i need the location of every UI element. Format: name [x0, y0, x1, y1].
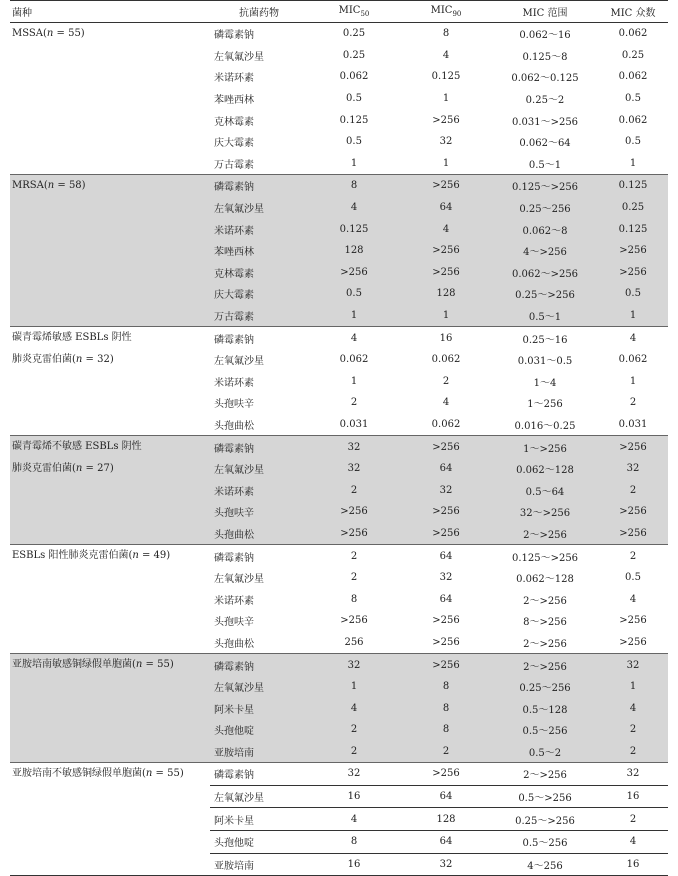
mic90-cell: >256	[400, 763, 492, 786]
header-mic-mode: MIC 众数	[598, 1, 668, 23]
drug-cell: 苯唑西林	[214, 95, 254, 107]
organism-name-line: 碳青霉烯不敏感 ESBLs 阴性	[12, 441, 142, 453]
mic90-cell: 4	[400, 218, 492, 240]
organism-name	[10, 175, 210, 327]
mic50-cell: 16	[308, 853, 400, 876]
range-cell: 0.5～2	[492, 741, 598, 763]
range-cell: 8～>256	[523, 617, 567, 629]
mic-table	[10, 0, 668, 876]
mic50-cell: 4	[308, 697, 400, 719]
mic90-cell: >256	[400, 436, 492, 458]
mic90-cell: 1	[442, 157, 450, 169]
drug-cell: 庆大霉素	[214, 138, 254, 150]
drug-cell: 左氧氟沙星	[210, 676, 308, 698]
organism-name-line: 肺炎克雷伯菌(n = 32)	[12, 353, 114, 365]
mic50-cell: 1	[308, 305, 400, 327]
mode-cell: >256	[598, 501, 668, 523]
drug-cell: 磷霉素钠	[210, 436, 308, 458]
drug-cell: 亚胺培南	[210, 741, 308, 763]
drug-cell: 左氧氟沙星	[214, 356, 264, 368]
table-row	[10, 175, 668, 197]
mic90-cell: 2	[442, 375, 450, 387]
organism-name	[10, 763, 210, 876]
range-cell: 0.062～128	[492, 458, 598, 480]
organism-name	[10, 23, 210, 175]
mic50-cell: 32	[308, 458, 400, 480]
mode-cell: 0.5	[598, 283, 668, 305]
organism-name-line: 碳青霉烯敏感 ESBLs 阴性	[12, 332, 132, 344]
mic50-cell: >256	[308, 262, 400, 284]
organism-name-line: ESBLs 阳性肺炎克雷伯菌(n = 49)	[12, 550, 171, 562]
mic50-cell: 0.062	[339, 71, 369, 83]
mode-cell: 0.125	[598, 175, 668, 197]
range-cell: 0.062～>256	[492, 262, 598, 284]
mic90-cell: >256	[400, 240, 492, 262]
mic50-cell: 2	[350, 550, 358, 562]
mic90-cell: 32	[439, 136, 453, 148]
drug-cell: 米诺环素	[214, 595, 254, 607]
organism-name-line: MRSA(n = 58)	[12, 180, 86, 192]
mic50-cell: 2	[308, 719, 400, 741]
mic90-cell: 8	[442, 28, 450, 40]
mic90-cell: 64	[400, 458, 492, 480]
range-cell: 0.062～8	[492, 218, 598, 240]
mic90-cell: 2	[400, 741, 492, 763]
mode-cell: >256	[619, 615, 647, 627]
organism-name	[10, 327, 210, 436]
mic90-cell: 64	[439, 593, 453, 605]
drug-cell: 克林霉素	[210, 262, 308, 284]
drug-cell: 阿米卡星	[210, 697, 308, 719]
mic50-cell: 2	[350, 397, 358, 409]
mode-cell: 1	[598, 305, 668, 327]
mode-cell: 0.5	[625, 93, 641, 105]
mode-cell: 16	[598, 853, 668, 876]
mic50-cell: 32	[308, 436, 400, 458]
mic50-cell: 0.062	[339, 354, 369, 366]
organism-group	[10, 175, 668, 327]
mode-cell: 1	[598, 676, 668, 698]
table-row	[10, 436, 668, 458]
mode-cell: 2	[629, 397, 637, 409]
drug-cell: 米诺环素	[210, 218, 308, 240]
range-cell: 0.5～128	[492, 697, 598, 719]
mic50-cell: 16	[308, 785, 400, 808]
mode-cell: 2	[629, 550, 637, 562]
mode-cell: 0.5	[625, 572, 641, 584]
mode-cell: 32	[598, 763, 668, 786]
mode-cell: >256	[619, 636, 647, 648]
mic90-cell: >256	[400, 654, 492, 676]
mic50-cell: 0.125	[308, 218, 400, 240]
mic50-cell: 0.5	[346, 93, 362, 105]
range-cell: 0.25～2	[525, 95, 565, 107]
mic50-cell: 0.031	[339, 418, 369, 430]
mic90-cell: 32	[400, 853, 492, 876]
mode-cell: 32	[598, 458, 668, 480]
mode-cell: 0.062	[618, 114, 648, 126]
drug-cell: 左氧氟沙星	[210, 197, 308, 219]
mode-cell: 1	[629, 157, 637, 169]
mode-cell: 4	[629, 332, 637, 344]
organism-group	[10, 23, 668, 175]
range-cell: 0.062～128	[516, 574, 574, 586]
mic90-cell: 64	[400, 830, 492, 853]
mic90-cell: 0.125	[431, 71, 461, 83]
mic50-cell: 256	[344, 636, 364, 648]
range-cell: 1～256	[527, 399, 563, 411]
drug-cell: 头孢曲松	[214, 420, 254, 432]
mode-cell: >256	[598, 262, 668, 284]
range-cell: 0.016～0.25	[514, 420, 576, 432]
mic50-cell: 1	[308, 676, 400, 698]
drug-cell: 米诺环素	[214, 73, 254, 85]
mic90-cell: >256	[432, 636, 460, 648]
mode-cell: >256	[598, 240, 668, 262]
mic90-cell: 8	[400, 697, 492, 719]
mode-cell: 2	[598, 741, 668, 763]
drug-cell: 磷霉素钠	[210, 175, 308, 197]
mic50-cell: 8	[350, 593, 358, 605]
range-cell: 0.25～>256	[492, 283, 598, 305]
range-cell: 32～>256	[492, 501, 598, 523]
range-cell: 4～>256	[492, 240, 598, 262]
mic50-cell: 2	[308, 479, 400, 501]
mic50-cell: 0.25	[342, 28, 366, 40]
drug-cell: 亚胺培南	[210, 853, 308, 876]
mode-cell: 4	[629, 593, 637, 605]
mode-cell: 0.5	[625, 136, 641, 148]
organism-group	[10, 436, 668, 545]
drug-cell: 米诺环素	[214, 377, 254, 389]
mic90-cell: 8	[400, 719, 492, 741]
mic90-cell: >256	[400, 262, 492, 284]
mic90-cell: 4	[442, 49, 450, 61]
range-cell: 0.5～>256	[492, 785, 598, 808]
range-cell: 0.25～256	[492, 676, 598, 698]
range-cell: 0.031～>256	[511, 116, 579, 128]
drug-cell: 磷霉素钠	[214, 552, 254, 564]
mic90-cell: 16	[439, 332, 453, 344]
organism-group	[10, 327, 668, 436]
mic50-cell: 0.125	[339, 114, 369, 126]
mode-cell: >256	[598, 523, 668, 545]
range-cell: 2～>256	[492, 763, 598, 786]
header-drug: 抗菌药物	[210, 1, 308, 23]
header-organism: 菌种	[10, 1, 210, 23]
header-row	[10, 1, 668, 23]
mode-cell: 16	[598, 785, 668, 808]
range-cell: 0.25～256	[492, 197, 598, 219]
mic90-cell: 128	[400, 808, 492, 831]
mic50-cell: 2	[308, 741, 400, 763]
drug-cell: 头孢曲松	[210, 523, 308, 545]
mic50-cell: 2	[350, 572, 358, 584]
organism-name-line: MSSA(n = 55)	[12, 28, 85, 39]
mode-cell: 4	[598, 697, 668, 719]
header-mic-range: MIC 范围	[492, 1, 598, 23]
mic90-cell: 8	[400, 676, 492, 698]
range-cell: 0.062～16	[519, 30, 571, 42]
organism-group	[10, 654, 668, 763]
range-cell: 0.125～>256	[492, 175, 598, 197]
mic50-cell: 32	[308, 763, 400, 786]
drug-cell: 左氧氟沙星	[214, 574, 264, 586]
drug-cell: 米诺环素	[210, 479, 308, 501]
drug-cell: 头孢呋辛	[214, 617, 254, 629]
drug-cell: 磷霉素钠	[210, 654, 308, 676]
mic90-cell: 64	[400, 785, 492, 808]
mode-cell: 0.062	[618, 28, 648, 40]
range-cell: 0.062～64	[519, 138, 571, 150]
mic50-cell: >256	[308, 501, 400, 523]
mode-cell: 32	[598, 654, 668, 676]
mode-cell: 2	[598, 479, 668, 501]
mic50-cell: 4	[308, 808, 400, 831]
header-mic90: $MIC_{90}$	[400, 1, 492, 23]
mic90-cell: >256	[400, 523, 492, 545]
drug-cell: 磷霉素钠	[210, 763, 308, 786]
organism-group	[10, 763, 668, 876]
mode-cell: 2	[598, 719, 668, 741]
drug-cell: 头孢他啶	[210, 830, 308, 853]
table-row	[10, 23, 668, 45]
mic50-cell: >256	[340, 615, 368, 627]
range-cell: 2～>256	[523, 595, 567, 607]
drug-cell: 头孢呋辛	[210, 501, 308, 523]
range-cell: 2～>256	[492, 654, 598, 676]
mode-cell: 0.125	[598, 218, 668, 240]
organism-name-line: 肺炎克雷伯菌(n = 27)	[12, 462, 114, 474]
table-row	[10, 763, 668, 786]
drug-cell: 克林霉素	[214, 116, 254, 128]
range-cell: 0.5～1	[528, 159, 562, 171]
mic50-cell: 4	[308, 197, 400, 219]
mic90-cell: >256	[400, 501, 492, 523]
drug-cell: 阿米卡星	[210, 808, 308, 831]
drug-cell: 头孢呋辛	[214, 399, 254, 411]
organism-name-line: 亚胺培南不敏感铜绿假单胞菌(n = 55)	[12, 768, 184, 780]
range-cell: 0.125～>256	[511, 552, 579, 564]
range-cell: 0.25～16	[522, 334, 568, 346]
mic90-cell: 64	[400, 197, 492, 219]
mic90-cell: 0.062	[431, 354, 461, 366]
mic50-cell: 4	[350, 332, 358, 344]
mode-cell: 0.062	[618, 71, 648, 83]
mode-cell: 4	[598, 830, 668, 853]
mic50-cell: 0.5	[308, 283, 400, 305]
table-row	[10, 545, 668, 567]
organism-name-line: 亚胺培南敏感铜绿假单胞菌(n = 55)	[12, 659, 174, 671]
mic50-cell: 128	[308, 240, 400, 262]
range-cell: 0.5～1	[492, 305, 598, 327]
drug-cell: 左氧氟沙星	[210, 785, 308, 808]
mic50-cell: 32	[308, 654, 400, 676]
mic50-cell: 8	[308, 830, 400, 853]
mic90-cell: 0.062	[431, 418, 461, 430]
drug-cell: 头孢他啶	[210, 719, 308, 741]
mic50-cell: 8	[308, 175, 400, 197]
mic50-cell: 0.25	[342, 49, 366, 61]
header-mic50: $MIC_{50}$	[308, 1, 400, 23]
drug-cell: 万古霉素	[210, 305, 308, 327]
range-cell: 0.5～256	[492, 719, 598, 741]
mic90-cell: 32	[400, 479, 492, 501]
organism-name	[10, 436, 210, 545]
mic90-cell: 64	[439, 550, 453, 562]
drug-cell: 头孢曲松	[214, 638, 254, 650]
mic90-cell: 32	[439, 572, 453, 584]
mic90-cell: 1	[400, 305, 492, 327]
table-row	[10, 654, 668, 676]
organism-name	[10, 545, 210, 654]
mic90-cell: >256	[432, 615, 460, 627]
mode-cell: 0.062	[618, 354, 648, 366]
range-cell: 0.031～0.5	[517, 356, 573, 368]
drug-cell: 苯唑西林	[210, 240, 308, 262]
mode-cell: 1	[629, 375, 637, 387]
range-cell: 2～>256	[523, 638, 567, 650]
drug-cell: 磷霉素钠	[214, 30, 254, 42]
drug-cell: 庆大霉素	[210, 283, 308, 305]
mic90-cell: 128	[400, 283, 492, 305]
range-cell: 0.062～0.125	[511, 73, 579, 85]
mode-cell: 0.25	[621, 49, 645, 61]
mic50-cell: >256	[308, 523, 400, 545]
range-cell: 1～>256	[492, 436, 598, 458]
range-cell: 4～256	[492, 853, 598, 876]
range-cell: 1～4	[533, 377, 557, 389]
organism-group	[10, 545, 668, 654]
mic90-cell: >256	[432, 114, 460, 126]
mic50-cell: 1	[350, 375, 358, 387]
mic90-cell: 1	[442, 93, 450, 105]
mic50-cell: 1	[350, 157, 358, 169]
range-cell: 0.125～8	[522, 51, 568, 63]
mode-cell: 0.031	[618, 418, 648, 430]
drug-cell: 左氧氟沙星	[214, 51, 264, 63]
mic50-cell: 0.5	[346, 136, 362, 148]
drug-cell: 左氧氟沙星	[210, 458, 308, 480]
table-row	[10, 327, 668, 349]
range-cell: 0.25～>256	[492, 808, 598, 831]
mic90-cell: 4	[442, 397, 450, 409]
range-cell: 2～>256	[492, 523, 598, 545]
mode-cell: 0.25	[598, 197, 668, 219]
drug-cell: 磷霉素钠	[214, 334, 254, 346]
range-cell: 0.5～256	[492, 830, 598, 853]
mic90-cell: >256	[400, 175, 492, 197]
organism-name	[10, 654, 210, 763]
mode-cell: 2	[598, 808, 668, 831]
mode-cell: >256	[598, 436, 668, 458]
drug-cell: 万古霉素	[214, 159, 254, 171]
range-cell: 0.5～64	[492, 479, 598, 501]
